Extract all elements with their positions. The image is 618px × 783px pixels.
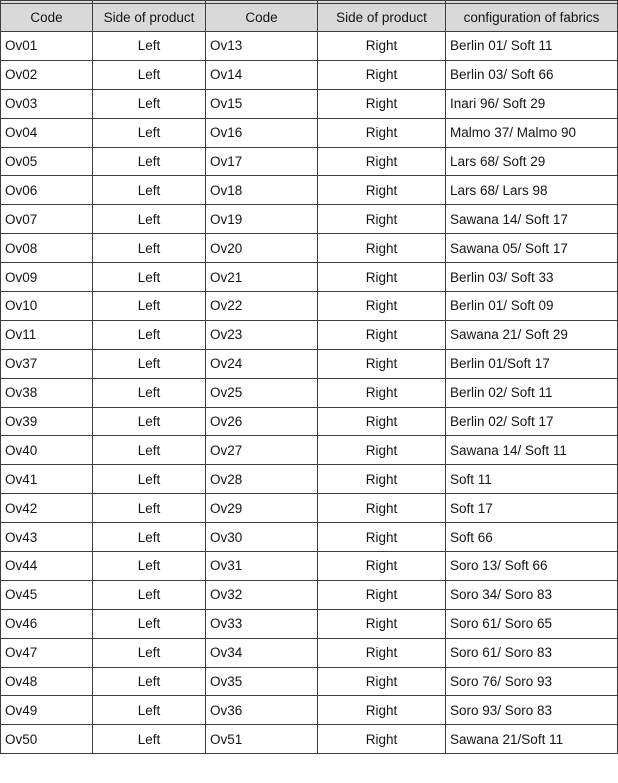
cell-fabric-configuration: Malmo 37/ Malmo 90 bbox=[446, 118, 618, 147]
table-body bbox=[1, 32, 618, 754]
cell-fabric-configuration: Berlin 03/ Soft 33 bbox=[446, 263, 618, 292]
table-row bbox=[1, 60, 618, 89]
cell-code-right: Ov30 bbox=[206, 523, 318, 552]
cell-code-right: Ov13 bbox=[206, 32, 318, 61]
cell-fabric-configuration: Berlin 03/ Soft 66 bbox=[446, 60, 618, 89]
cell-side-right: Right bbox=[318, 407, 446, 436]
cell-fabric-configuration: Soft 66 bbox=[446, 523, 618, 552]
table-row bbox=[1, 638, 618, 667]
cell-side-right: Right bbox=[318, 494, 446, 523]
table-row bbox=[1, 696, 618, 725]
cell-side-left: Left bbox=[93, 292, 206, 321]
cell-fabric-configuration: Soro 76/ Soro 93 bbox=[446, 667, 618, 696]
cell-side-right: Right bbox=[318, 32, 446, 61]
cell-side-right: Right bbox=[318, 696, 446, 725]
cell-fabric-configuration: Berlin 01/ Soft 09 bbox=[446, 292, 618, 321]
cell-code-right: Ov32 bbox=[206, 580, 318, 609]
cell-side-left: Left bbox=[93, 176, 206, 205]
table-row bbox=[1, 523, 618, 552]
cell-code-right: Ov14 bbox=[206, 60, 318, 89]
cell-code-left: Ov37 bbox=[1, 349, 93, 378]
cell-code-left: Ov11 bbox=[1, 320, 93, 349]
cell-code-left: Ov42 bbox=[1, 494, 93, 523]
cell-side-right: Right bbox=[318, 580, 446, 609]
cell-code-left: Ov50 bbox=[1, 725, 93, 754]
cell-side-right: Right bbox=[318, 552, 446, 581]
cell-side-left: Left bbox=[93, 494, 206, 523]
cell-code-right: Ov34 bbox=[206, 638, 318, 667]
cell-side-right: Right bbox=[318, 609, 446, 638]
cell-code-left: Ov02 bbox=[1, 60, 93, 89]
table-row bbox=[1, 147, 618, 176]
cell-code-right: Ov28 bbox=[206, 465, 318, 494]
cell-code-left: Ov04 bbox=[1, 118, 93, 147]
table-row bbox=[1, 176, 618, 205]
cell-fabric-configuration: Soro 93/ Soro 83 bbox=[446, 696, 618, 725]
cell-side-left: Left bbox=[93, 667, 206, 696]
cell-code-right: Ov20 bbox=[206, 234, 318, 263]
cell-fabric-configuration: Berlin 02/ Soft 17 bbox=[446, 407, 618, 436]
cell-side-left: Left bbox=[93, 320, 206, 349]
cell-side-left: Left bbox=[93, 89, 206, 118]
cell-side-right: Right bbox=[318, 378, 446, 407]
cell-side-left: Left bbox=[93, 349, 206, 378]
table-row bbox=[1, 436, 618, 465]
cell-fabric-configuration: Sawana 21/Soft 11 bbox=[446, 725, 618, 754]
cell-code-left: Ov47 bbox=[1, 638, 93, 667]
cell-side-right: Right bbox=[318, 118, 446, 147]
table-row bbox=[1, 667, 618, 696]
cell-code-right: Ov21 bbox=[206, 263, 318, 292]
cell-side-right: Right bbox=[318, 176, 446, 205]
cell-code-left: Ov08 bbox=[1, 234, 93, 263]
cell-side-right: Right bbox=[318, 523, 446, 552]
table-row bbox=[1, 407, 618, 436]
table-row bbox=[1, 609, 618, 638]
cell-side-left: Left bbox=[93, 118, 206, 147]
cell-code-left: Ov41 bbox=[1, 465, 93, 494]
cell-code-left: Ov09 bbox=[1, 263, 93, 292]
cell-side-left: Left bbox=[93, 60, 206, 89]
header-side-right: Side of product bbox=[318, 4, 446, 32]
cell-code-left: Ov07 bbox=[1, 205, 93, 234]
cell-fabric-configuration: Sawana 14/ Soft 17 bbox=[446, 205, 618, 234]
cell-code-left: Ov48 bbox=[1, 667, 93, 696]
table-row bbox=[1, 89, 618, 118]
cell-code-left: Ov40 bbox=[1, 436, 93, 465]
cell-side-right: Right bbox=[318, 436, 446, 465]
cell-code-right: Ov16 bbox=[206, 118, 318, 147]
cell-code-right: Ov29 bbox=[206, 494, 318, 523]
cell-fabric-configuration: Berlin 02/ Soft 11 bbox=[446, 378, 618, 407]
cell-code-right: Ov31 bbox=[206, 552, 318, 581]
cell-side-right: Right bbox=[318, 205, 446, 234]
cell-code-right: Ov27 bbox=[206, 436, 318, 465]
cell-code-left: Ov43 bbox=[1, 523, 93, 552]
header-side-left: Side of product bbox=[93, 4, 206, 32]
cell-fabric-configuration: Soro 61/ Soro 65 bbox=[446, 609, 618, 638]
cell-code-left: Ov39 bbox=[1, 407, 93, 436]
cell-code-right: Ov18 bbox=[206, 176, 318, 205]
table-row bbox=[1, 552, 618, 581]
table-row bbox=[1, 378, 618, 407]
cell-fabric-configuration: Sawana 21/ Soft 29 bbox=[446, 320, 618, 349]
cell-code-right: Ov36 bbox=[206, 696, 318, 725]
table-row bbox=[1, 349, 618, 378]
cell-code-right: Ov17 bbox=[206, 147, 318, 176]
cell-side-right: Right bbox=[318, 638, 446, 667]
cell-side-left: Left bbox=[93, 638, 206, 667]
table-row bbox=[1, 465, 618, 494]
cell-side-left: Left bbox=[93, 725, 206, 754]
cell-side-left: Left bbox=[93, 32, 206, 61]
cell-code-left: Ov06 bbox=[1, 176, 93, 205]
cell-code-right: Ov22 bbox=[206, 292, 318, 321]
cell-fabric-configuration: Soro 34/ Soro 83 bbox=[446, 580, 618, 609]
cell-side-left: Left bbox=[93, 436, 206, 465]
cell-side-left: Left bbox=[93, 696, 206, 725]
cell-code-right: Ov35 bbox=[206, 667, 318, 696]
cell-code-right: Ov19 bbox=[206, 205, 318, 234]
table-row bbox=[1, 320, 618, 349]
table-row bbox=[1, 32, 618, 61]
cell-side-right: Right bbox=[318, 147, 446, 176]
cell-side-right: Right bbox=[318, 89, 446, 118]
cell-fabric-configuration: Berlin 01/ Soft 11 bbox=[446, 32, 618, 61]
cell-code-left: Ov38 bbox=[1, 378, 93, 407]
cell-fabric-configuration: Soro 61/ Soro 83 bbox=[446, 638, 618, 667]
cell-code-right: Ov25 bbox=[206, 378, 318, 407]
cell-side-left: Left bbox=[93, 378, 206, 407]
cell-side-left: Left bbox=[93, 263, 206, 292]
cell-fabric-configuration: Soft 11 bbox=[446, 465, 618, 494]
cell-side-left: Left bbox=[93, 523, 206, 552]
cell-side-right: Right bbox=[318, 292, 446, 321]
cell-code-left: Ov01 bbox=[1, 32, 93, 61]
cell-code-left: Ov44 bbox=[1, 552, 93, 581]
cell-fabric-configuration: Inari 96/ Soft 29 bbox=[446, 89, 618, 118]
cell-side-left: Left bbox=[93, 234, 206, 263]
cell-side-right: Right bbox=[318, 263, 446, 292]
cell-code-right: Ov15 bbox=[206, 89, 318, 118]
table-row bbox=[1, 580, 618, 609]
cell-side-left: Left bbox=[93, 609, 206, 638]
cell-code-left: Ov46 bbox=[1, 609, 93, 638]
cell-side-left: Left bbox=[93, 407, 206, 436]
cell-side-right: Right bbox=[318, 667, 446, 696]
cell-code-left: Ov49 bbox=[1, 696, 93, 725]
cell-code-right: Ov51 bbox=[206, 725, 318, 754]
cell-side-right: Right bbox=[318, 465, 446, 494]
cell-side-right: Right bbox=[318, 725, 446, 754]
cell-side-left: Left bbox=[93, 205, 206, 234]
header-code-right: Code bbox=[206, 4, 318, 32]
cell-code-left: Ov03 bbox=[1, 89, 93, 118]
table-header-row bbox=[1, 4, 618, 32]
cell-code-left: Ov05 bbox=[1, 147, 93, 176]
table-row bbox=[1, 205, 618, 234]
table-row bbox=[1, 494, 618, 523]
header-fabric-configuration: configuration of fabrics bbox=[446, 4, 618, 32]
cell-code-right: Ov26 bbox=[206, 407, 318, 436]
cell-side-right: Right bbox=[318, 60, 446, 89]
table-row bbox=[1, 263, 618, 292]
table-row bbox=[1, 292, 618, 321]
cell-fabric-configuration: Lars 68/ Lars 98 bbox=[446, 176, 618, 205]
cell-side-left: Left bbox=[93, 147, 206, 176]
cell-fabric-configuration: Berlin 01/Soft 17 bbox=[446, 349, 618, 378]
cell-code-right: Ov33 bbox=[206, 609, 318, 638]
cell-side-left: Left bbox=[93, 465, 206, 494]
table-row bbox=[1, 118, 618, 147]
cell-side-right: Right bbox=[318, 349, 446, 378]
cell-side-right: Right bbox=[318, 320, 446, 349]
cell-side-left: Left bbox=[93, 552, 206, 581]
cell-fabric-configuration: Soro 13/ Soft 66 bbox=[446, 552, 618, 581]
cell-side-left: Left bbox=[93, 580, 206, 609]
cell-code-left: Ov10 bbox=[1, 292, 93, 321]
cell-fabric-configuration: Soft 17 bbox=[446, 494, 618, 523]
cell-fabric-configuration: Sawana 05/ Soft 17 bbox=[446, 234, 618, 263]
cell-code-right: Ov24 bbox=[206, 349, 318, 378]
cell-fabric-configuration: Sawana 14/ Soft 11 bbox=[446, 436, 618, 465]
table-row bbox=[1, 234, 618, 263]
header-code-left: Code bbox=[1, 4, 93, 32]
table-row bbox=[1, 725, 618, 754]
cell-code-left: Ov45 bbox=[1, 580, 93, 609]
cell-fabric-configuration: Lars 68/ Soft 29 bbox=[446, 147, 618, 176]
cell-side-right: Right bbox=[318, 234, 446, 263]
cell-code-right: Ov23 bbox=[206, 320, 318, 349]
